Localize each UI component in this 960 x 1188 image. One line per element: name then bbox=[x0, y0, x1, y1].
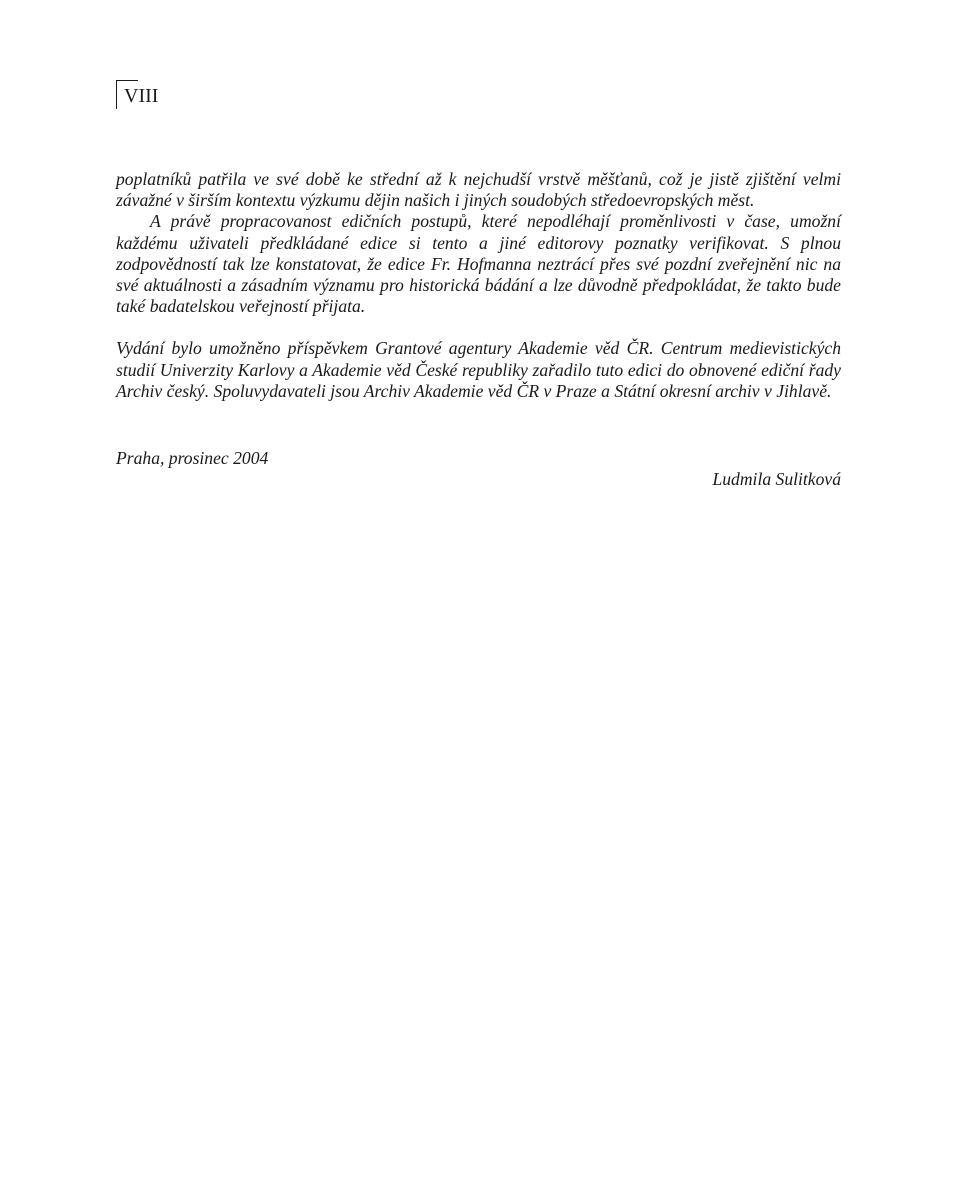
page-number: VIII bbox=[116, 80, 138, 109]
paragraph-continued: poplatníků patřila ve své době ke střední až k nejchudší vrstvě měšťanů, což je jistě zjištění velmi závažné v širším kontextu výzkumu dějin našich i jiných soudobých středoevropských měst. bbox=[116, 169, 841, 211]
paragraph-edition-methods: A právě propracovanost edičních postupů, které nepodléhají proměnlivosti v čase, umožní každému uživateli předkládané edice si tento a jiné editorovy poznatky verifikovat. S plnou zodpovědností tak lze konstatovat, že edice Fr. Hofmanna neztrácí přes své pozdní zveřejnění nic na své aktuálnosti a zásadním významu pro historická bádání a lze důvodně předpokládat, že takto bude také badatelskou veřejností přijata. bbox=[116, 211, 841, 317]
author-signature: Ludmila Sulitková bbox=[712, 469, 841, 489]
body-text bbox=[116, 169, 841, 402]
place-and-date: Praha, prosinec 2004 bbox=[116, 448, 269, 468]
acknowledgement-paragraph: Vydání bylo umožněno příspěvkem Grantové agentury Akademie věd ČR. Centrum medievistických studií Univerzity Karlovy a Akademie věd České republiky zařadilo tuto edici do obnovené ediční řady Archiv český. Spoluvydavateli jsou Archiv Akademie věd ČR v Praze a Státní okresní archiv v Jihlavě. bbox=[116, 338, 841, 401]
